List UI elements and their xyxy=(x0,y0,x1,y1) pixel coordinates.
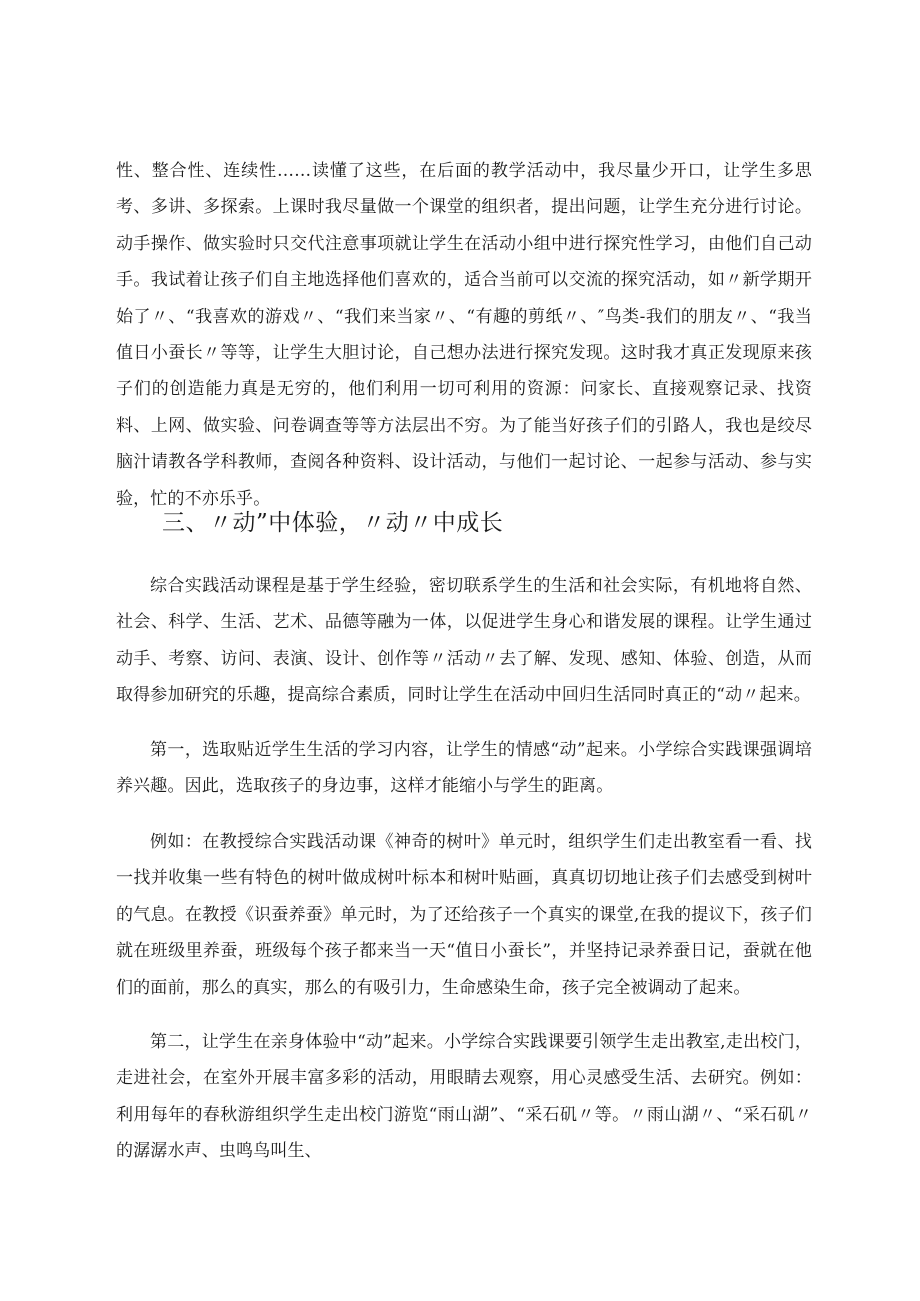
body-paragraph-example: 例如：在教授综合实践活动课《神奇的树叶》单元时，组织学生们走出教室看一看、找一找并收集一些有特色的树叶做成树叶标本和树叶贴画，真真切切地让孩子们去感受到树叶的气息。在教授《识蚕养蚕》单元时，为了还给孩子一个真实的课堂,在我的提议下，孩子们就在班级里养蚕，班级每个孩子都来当一天“值日小蚕长”，并坚持记录养蚕日记，蚕就在他们的面前，那么的真实，那么的有吸引力，生命感染生命，孩子完全被调动了起来。 xyxy=(116,832,812,998)
section-heading-3: 三、〃动”中体验，〃动〃中成长 xyxy=(162,510,504,536)
body-paragraph-first-point: 第一，选取贴近学生生活的学习内容，让学生的情感“动”起来。小学综合实践课强调培养兴趣。因此，选取孩子的身边事，这样才能缩小与学生的距离。 xyxy=(116,740,812,797)
body-paragraph-intro: 综合实践活动课程是基于学生经验，密切联系学生的生活和社会实际，有机地将自然、社会、科学、生活、艺术、品德等融为一体，以促进学生身心和谐发展的课程。让学生通过动手、考察、访问、表演、设计、创作等〃活动〃去了解、发现、感知、体验、创造，从而取得参加研究的乐趣，提高综合素质，同时让学生在活动中回归生活同时真正的“动〃起来。 xyxy=(116,576,812,706)
body-paragraph-continuation: 性、整合性、连续性……读懂了这些，在后面的教学活动中，我尽量少开口，让学生多思考、多讲、多探索。上课时我尽量做一个课堂的组织者，提出问题，让学生充分进行讨论。动手操作、做实验时只交代注意事项就让学生在活动小组中进行探究性学习，由他们自己动手。我试着让孩子们自主地选择他们喜欢的，适合当前可以交流的探究活动，如〃新学期开始了〃、“我喜欢的游戏〃、“我们来当家〃、“有趣的剪纸〃、″鸟类-我们的朋友〃、“我当值日小蚕长〃等等，让学生大胆讨论，自己想办法进行探究发现。这时我才真正发现原来孩子们的创造能力真是无穷的，他们利用一切可利用的资源：问家长、直接观察记录、找资料、上网、做实验、问卷调查等等方法层出不穷。为了能当好孩子们的引路人，我也是绞尽脑汁请教各学科教师，查阅各种资料、设计活动，与他们一起讨论、一起参与活动、参与实验，忙的不亦乐乎。 xyxy=(116,161,812,509)
body-paragraph-second-point: 第二，让学生在亲身体验中“动”起来。小学综合实践课要引领学生走出教室,走出校门，走进社会，在室外开展丰富多彩的活动，用眼睛去观察，用心灵感受生活、去研究。例如：利用每年的春秋游组织学生走出校门游览“雨山湖”、“采石矶〃等。〃雨山湖〃、“采石矶〃的潺潺水声、虫鸣鸟叫生、 xyxy=(116,1032,812,1162)
